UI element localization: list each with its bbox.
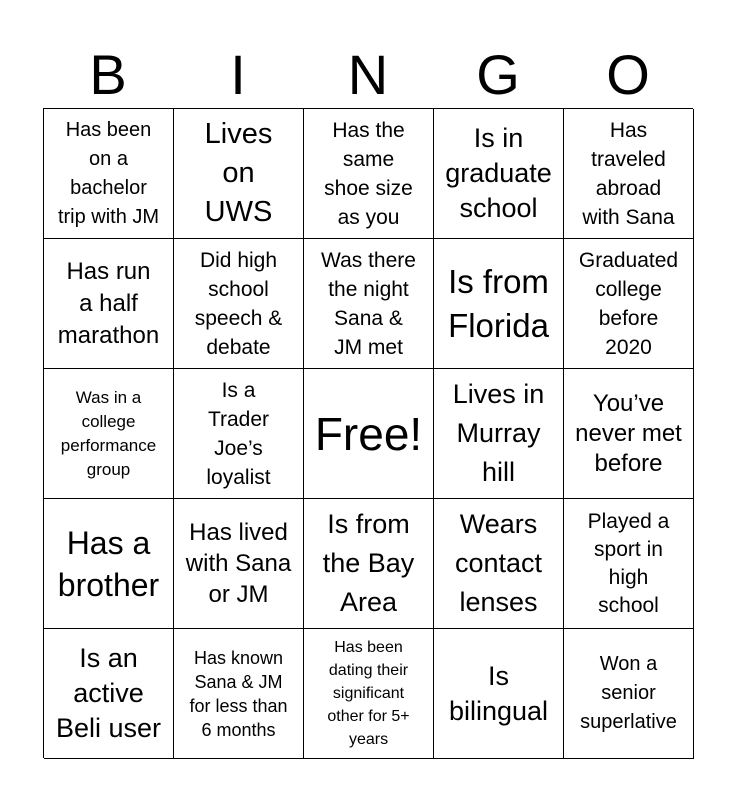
bingo-cell[interactable] (174, 109, 304, 239)
bingo-cell[interactable] (564, 239, 694, 369)
cell-text: Graduated college before 2020 (578, 248, 679, 359)
cell-text: Has run a half marathon (57, 257, 160, 349)
bingo-cell[interactable] (434, 369, 564, 499)
bingo-cell[interactable] (174, 499, 304, 629)
bingo-cell[interactable] (434, 499, 564, 629)
bingo-cell[interactable] (304, 629, 434, 759)
cell-text: Is bilingual (448, 660, 549, 726)
header-letter-n: N (347, 43, 389, 106)
cell-text: Has been dating their significant other for 5+ years (327, 639, 410, 748)
bingo-cell[interactable] (564, 499, 694, 629)
header-letter-g: G (476, 43, 520, 106)
header-letter-i: I (230, 43, 246, 106)
bingo-cell[interactable] (564, 369, 694, 499)
cell-text: Is from Florida (448, 262, 549, 344)
cell-text: Lives in Murray hill (452, 379, 545, 487)
bingo-cell[interactable] (564, 109, 694, 239)
bingo-grid (43, 108, 693, 758)
bingo-cell[interactable] (174, 369, 304, 499)
cell-text: Has traveled abroad with Sana (582, 118, 675, 229)
cell-text: Played a sport in high school (587, 509, 670, 617)
cell-text: Is an active Beli user (55, 643, 162, 743)
cell-text: You’ve never met before (575, 389, 682, 477)
cell-text: Was there the night Sana & JM met (321, 248, 416, 359)
bingo-cell[interactable] (434, 629, 564, 759)
cell-text: Has been on a bachelor trip with JM (57, 118, 160, 228)
cell-text: Is in graduate school (445, 123, 552, 223)
bingo-cell[interactable] (44, 239, 174, 369)
bingo-header (43, 44, 693, 106)
cell-text: Has known Sana & JM for less than 6 months (189, 647, 288, 740)
bingo-cell[interactable] (304, 109, 434, 239)
bingo-cell[interactable] (434, 239, 564, 369)
bingo-cell[interactable] (44, 109, 174, 239)
cell-text: Is a Trader Joe’s loyalist (206, 378, 271, 489)
cell-text: Is from the Bay Area (322, 509, 415, 617)
cell-text: Has lived with Sana or JM (185, 519, 292, 608)
bingo-cell[interactable] (44, 369, 174, 499)
bingo-cell[interactable] (304, 239, 434, 369)
cell-text: Has the same shoe size as you (324, 118, 413, 229)
bingo-cell-free[interactable] (304, 369, 434, 499)
header-letter-o: O (606, 43, 650, 106)
bingo-cell[interactable] (44, 499, 174, 629)
bingo-cell[interactable] (434, 109, 564, 239)
bingo-cell[interactable] (174, 629, 304, 759)
bingo-cell[interactable] (304, 499, 434, 629)
header-letter-b: B (89, 43, 127, 106)
bingo-cell[interactable] (564, 629, 694, 759)
cell-text: Lives on UWS (204, 118, 273, 228)
cell-text: Did high school speech & debate (194, 248, 283, 359)
cell-text: Was in a college performance group (60, 387, 157, 479)
bingo-cell[interactable] (174, 239, 304, 369)
free-space-text: Free! (314, 407, 423, 460)
cell-text: Won a senior superlative (580, 653, 677, 733)
cell-text: Has a brother (57, 524, 160, 603)
bingo-cell[interactable] (44, 629, 174, 759)
cell-text: Wears contact lenses (454, 509, 543, 617)
